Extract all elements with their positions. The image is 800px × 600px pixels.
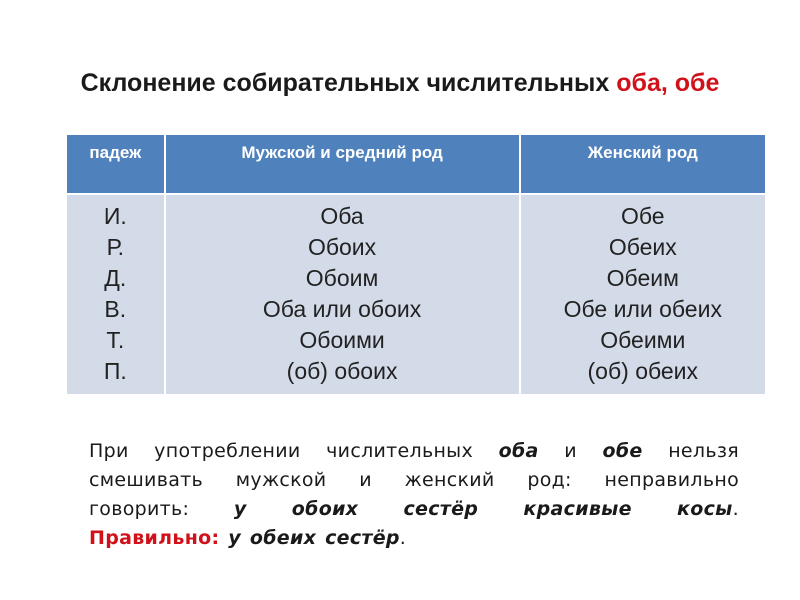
note-correct-label: Правильно:	[89, 527, 220, 549]
feminine-form: Обе или обеих	[563, 296, 722, 322]
case-label: Т.	[106, 327, 125, 353]
note-line-2: смешивать мужской и женский род: неправильно	[89, 469, 739, 491]
feminine-form: Обе	[620, 203, 665, 229]
usage-note	[89, 437, 739, 553]
note-line-1: При употреблении числительных оба и обе нельзя	[89, 440, 739, 462]
note-wrong-example: у обоих сестёр красивые косы	[233, 498, 733, 520]
case-label: Р.	[106, 234, 124, 260]
case-label: Д.	[104, 265, 127, 291]
masculine-form: Оба или обоих	[262, 296, 422, 322]
note-correct-example: у обеих сестёр	[219, 527, 400, 549]
note-word-oba: оба	[498, 440, 539, 462]
feminine-form: Обеих	[608, 234, 677, 260]
masculine-form: Оба	[320, 203, 364, 229]
feminine-form: Обеими	[600, 327, 686, 353]
masculine-form: Обоим	[305, 265, 379, 291]
title-highlight: оба, обе	[616, 69, 720, 97]
masculine-form: Обоих	[307, 234, 377, 260]
header-case: падеж	[67, 135, 165, 194]
case-column	[67, 194, 165, 394]
masculine-form: Обоими	[299, 327, 385, 353]
masculine-neuter-column	[165, 194, 520, 394]
declension-table	[67, 135, 765, 394]
table-body-row	[67, 194, 765, 394]
masculine-form: (об) обоих	[286, 358, 398, 384]
header-feminine: Женский род	[520, 135, 765, 194]
header-masculine-neuter: Мужской и средний род	[165, 135, 520, 194]
title-text: Склонение собирательных числительных	[80, 69, 617, 97]
feminine-column	[520, 194, 765, 394]
case-label: В.	[104, 296, 127, 322]
feminine-form: Обеим	[606, 265, 679, 291]
note-line-4: Правильно: у обеих сестёр.	[89, 527, 407, 549]
note-word-obe: обе	[602, 440, 643, 462]
case-label: П.	[103, 358, 127, 384]
case-label: И.	[103, 203, 127, 229]
note-line-3: говорить: у обоих сестёр красивые косы.	[89, 498, 739, 520]
table-header-row	[67, 135, 765, 194]
slide-title	[0, 68, 800, 99]
feminine-form: (об) обеих	[587, 358, 699, 384]
